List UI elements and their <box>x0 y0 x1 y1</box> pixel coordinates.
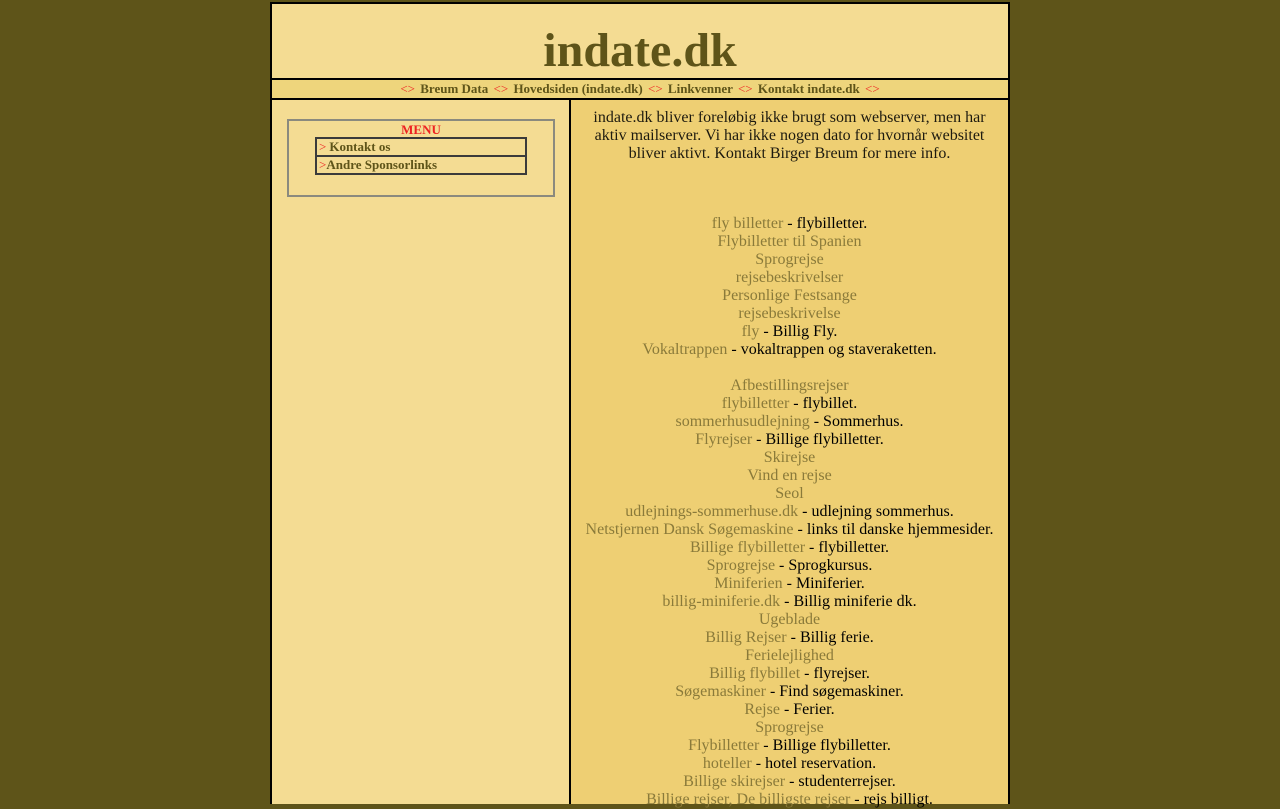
menu-item-label: Kontakt os <box>329 139 391 154</box>
menu-box <box>287 119 555 197</box>
sponsor-link[interactable]: Sprogrejse <box>706 557 776 574</box>
sponsor-link[interactable]: rejsebeskrivelser <box>735 269 844 286</box>
link-description: - Ferier. <box>779 701 835 718</box>
sponsor-link[interactable]: Sprogrejse <box>755 251 824 268</box>
sponsor-link[interactable]: fly billetter <box>711 215 784 232</box>
sponsor-link[interactable]: billig-miniferie.dk <box>662 593 781 610</box>
link-row <box>571 611 1008 629</box>
link-description: - Sprogkursus. <box>775 557 873 574</box>
sponsor-link[interactable]: fly <box>741 323 760 340</box>
link-description: - Miniferier. <box>782 575 865 592</box>
link-description: - Billig Fly. <box>759 323 838 340</box>
sponsor-link[interactable]: Miniferien <box>714 575 783 592</box>
link-row <box>571 305 1008 323</box>
arrow-icon: > <box>319 157 327 172</box>
link-row <box>571 701 1008 719</box>
top-nav <box>272 80 1008 100</box>
link-description: - Billige flybilletter. <box>759 737 891 754</box>
sponsor-link[interactable]: Ugeblade <box>758 611 821 628</box>
link-row <box>571 233 1008 251</box>
link-row <box>571 539 1008 557</box>
link-row <box>571 647 1008 665</box>
site-title: indate.dk <box>543 24 737 77</box>
link-description: - flyrejser. <box>800 665 870 682</box>
sponsor-link[interactable]: Ferielejlighed <box>745 647 834 664</box>
link-row <box>571 773 1008 791</box>
sponsor-link[interactable]: Rejse <box>744 701 780 718</box>
link-description: - Billige flybilletter. <box>752 431 884 448</box>
link-description: - vokaltrappen og staveraketten. <box>727 341 937 358</box>
link-description: - Billig ferie. <box>786 629 874 646</box>
sponsor-link[interactable]: Søgemaskiner <box>675 683 766 700</box>
link-row <box>571 215 1008 233</box>
sponsor-link[interactable]: Flybilletter <box>688 737 760 754</box>
menu-item-andre-sponsorlinks[interactable] <box>317 155 525 173</box>
link-row <box>571 683 1008 701</box>
link-row <box>571 485 1008 503</box>
sponsor-link[interactable]: rejsebeskrivelse <box>738 305 841 322</box>
sponsor-link[interactable]: Afbestillingsrejser <box>730 377 849 394</box>
link-row <box>571 377 1008 395</box>
link-description: - Find søgemaskiner. <box>765 683 904 700</box>
link-description: - rejs billigt. <box>850 791 933 808</box>
nav-separator: <> <box>865 81 880 96</box>
sponsor-link[interactable]: Billige flybilletter <box>689 539 806 556</box>
nav-link-kontakt[interactable]: Kontakt indate.dk <box>757 81 860 96</box>
site-header <box>272 4 1008 80</box>
sponsor-link[interactable]: Billige rejser, De billigste rejser <box>646 791 851 808</box>
sponsor-link[interactable]: Skirejse <box>763 449 816 466</box>
sponsor-link[interactable]: Flyrejser <box>695 431 753 448</box>
nav-separator: <> <box>648 81 663 96</box>
sponsor-link[interactable]: flybilletter <box>721 395 790 412</box>
sponsor-link[interactable]: Billige skirejser <box>683 773 786 790</box>
menu-list <box>315 137 527 175</box>
link-row <box>571 665 1008 683</box>
link-description: - flybilletter. <box>805 539 890 556</box>
content-columns <box>272 100 1008 808</box>
nav-link-breum-data[interactable]: Breum Data <box>420 81 489 96</box>
link-row <box>571 395 1008 413</box>
link-row <box>571 413 1008 431</box>
main-content <box>571 100 1008 808</box>
link-description: - hotel reservation. <box>751 755 877 772</box>
link-row <box>571 467 1008 485</box>
link-description: - Sommerhus. <box>809 413 904 430</box>
link-row <box>571 503 1008 521</box>
nav-separator: <> <box>737 81 753 96</box>
link-row <box>571 449 1008 467</box>
link-row <box>571 323 1008 341</box>
sponsor-link[interactable]: Billig Rejser <box>705 629 787 646</box>
link-row <box>571 629 1008 647</box>
link-row <box>571 251 1008 269</box>
link-row <box>571 719 1008 737</box>
sponsor-link[interactable]: udlejnings-sommerhuse.dk <box>625 503 799 520</box>
link-description: - udlejning sommerhus. <box>798 503 954 520</box>
page-frame <box>270 2 1010 808</box>
sponsor-link[interactable]: Flybilletter til Spanien <box>717 233 862 250</box>
menu-item-label: Andre Sponsorlinks <box>326 157 438 172</box>
nav-link-hovedsiden[interactable]: Hovedsiden (indate.dk) <box>513 81 643 96</box>
intro-text: indate.dk bliver foreløbig ikke brugt som webserver, men har aktiv mailserver. Vi har ikke nogen dato for hvornår websitet bliver aktivt. Kontakt Birger Breum for mere info. <box>593 109 986 162</box>
link-description: - links til danske hjemmesider. <box>793 521 994 538</box>
sponsor-link[interactable]: sommerhusudlejning <box>675 413 810 430</box>
link-spacer <box>571 359 1008 377</box>
link-row <box>571 557 1008 575</box>
link-row <box>571 755 1008 773</box>
arrow-icon: > <box>319 139 327 154</box>
link-row <box>571 431 1008 449</box>
link-description: - Billig miniferie dk. <box>780 593 917 610</box>
sponsor-link[interactable]: Sprogrejse <box>755 719 824 736</box>
link-row <box>571 575 1008 593</box>
sponsor-link[interactable]: Vokaltrappen <box>642 341 728 358</box>
link-description: - flybilletter. <box>783 215 868 232</box>
link-row <box>571 341 1008 359</box>
sponsor-link[interactable]: Billig flybillet <box>709 665 801 682</box>
sponsor-link[interactable]: Vind en rejse <box>747 467 832 484</box>
sponsor-link[interactable]: Personlige Festsange <box>722 287 857 304</box>
link-row <box>571 521 1008 539</box>
nav-separator: <> <box>493 81 509 96</box>
link-row <box>571 791 1008 809</box>
menu-item-kontakt-os[interactable] <box>317 139 525 155</box>
nav-link-linkvenner[interactable]: Linkvenner <box>667 81 733 96</box>
sponsor-link[interactable]: Seol <box>775 485 804 502</box>
link-description: - studenterrejser. <box>785 773 896 790</box>
link-row <box>571 593 1008 611</box>
link-description: - flybillet. <box>789 395 858 412</box>
sponsor-links <box>571 215 1008 809</box>
sponsor-link[interactable]: Netstjernen Dansk Søgemaskine <box>585 521 794 538</box>
link-row <box>571 737 1008 755</box>
sponsor-link[interactable]: hoteller <box>702 755 752 772</box>
link-row <box>571 287 1008 305</box>
menu-title: MENU <box>401 122 441 137</box>
left-sidebar <box>272 100 571 804</box>
link-row <box>571 269 1008 287</box>
nav-separator: <> <box>400 81 415 96</box>
